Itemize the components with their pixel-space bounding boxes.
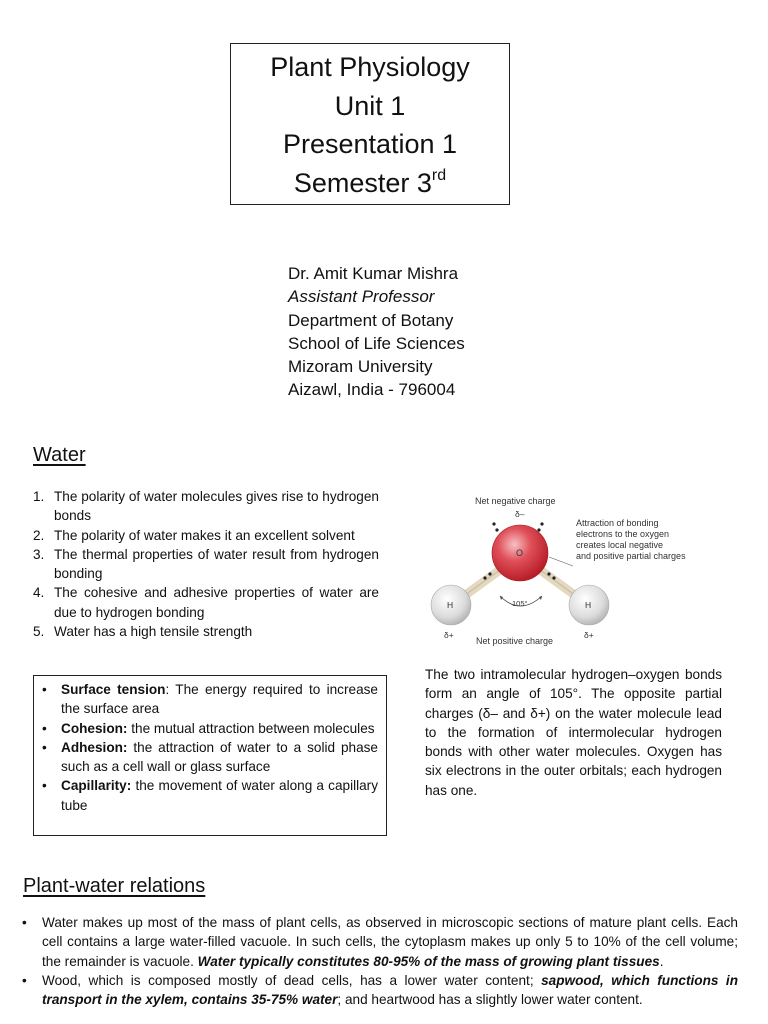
pointer-line — [549, 557, 573, 566]
author-position: Assistant Professor — [288, 287, 435, 307]
plant-water-heading: Plant-water relations — [23, 875, 206, 897]
bullet: • — [42, 739, 47, 755]
water-properties-list — [33, 487, 379, 641]
list-item — [22, 913, 738, 971]
list-item — [33, 622, 379, 641]
angle-label: 105° — [512, 599, 528, 608]
delta-minus-label: δ– — [515, 509, 525, 519]
definition-item — [40, 719, 378, 738]
definitions-box — [33, 675, 387, 836]
list-item — [33, 526, 379, 545]
list-item-text: Water has a high tensile strength — [54, 624, 253, 640]
list-item — [33, 583, 379, 622]
definition-item — [40, 776, 378, 815]
definition-text: the attraction of water to a solid phase such as a cell wall or glass surface — [61, 739, 378, 775]
definition-item — [40, 738, 378, 777]
lone-pair-dot — [495, 528, 498, 531]
water-molecule-diagram — [415, 486, 735, 651]
diagram-caption: The two intramolecular hydrogen–oxygen bonds form an angle of 105°. The opposite partial charges (δ– and δ+) on the water molecule lead to the formation of intermolecular hydrogen bonds with other water molecules. Oxygen has six electrons in the outer orbitals; each hydrogen has one. — [425, 667, 722, 798]
net-negative-label: Net negative charge — [475, 496, 556, 506]
list-item-text: Wood, which is composed mostly of dead cells, has a lower water content; — [42, 972, 542, 988]
definition-term: Capillarity: — [61, 778, 132, 794]
attraction-line-4: and positive partial charges — [576, 551, 686, 561]
water-heading: Water — [33, 444, 86, 466]
definitions-list — [40, 680, 378, 815]
definition-term: Cohesion: — [61, 720, 128, 736]
delta-plus-right-label: δ+ — [584, 630, 594, 640]
electron-dot — [488, 572, 491, 575]
attraction-line-1: Attraction of bonding — [576, 518, 659, 528]
bullet: • — [42, 720, 47, 736]
list-item-text: The polarity of water molecules gives rise to hydrogen bonds — [54, 489, 379, 524]
title-box — [230, 43, 510, 205]
lone-pair-dot — [537, 528, 540, 531]
list-item-text: Water makes up most of the mass of plant cells, as observed in microscopic sections of mature plant cells. Each cell contains a large water-filled vacuole. In such cells, the cytoplasm makes up only 5 to 10% of the cell volume; the remainder is vacuole. — [42, 915, 738, 969]
author-school: School of Life Sciences — [288, 333, 465, 353]
author-department: Department of Botany — [288, 310, 454, 330]
list-number: 3. — [33, 546, 45, 562]
electron-dot — [547, 572, 550, 575]
list-number: 2. — [33, 527, 45, 543]
emphasis-text: Water typically constitutes 80-95% of the mass of growing plant tissues — [197, 953, 660, 969]
definition-separator: : — [165, 682, 176, 697]
list-number: 5. — [33, 624, 45, 640]
author-university: Mizoram University — [288, 357, 433, 377]
author-name: Dr. Amit Kumar Mishra — [288, 264, 459, 283]
list-number: 4. — [33, 585, 45, 601]
title-line-3: Presentation 1 — [282, 129, 458, 159]
emphasis-text: sapwood, which functions in transport in the xylem, contains 35-75% water — [42, 972, 739, 1008]
attraction-line-3: creates local negative — [576, 540, 664, 550]
list-item — [33, 545, 379, 584]
list-item — [22, 971, 738, 1010]
list-item-text: The cohesive and adhesive properties of water are due to hydrogen bonding — [54, 585, 379, 620]
definition-text: The energy required to increase the surface area — [61, 682, 378, 717]
definition-text: the mutual attraction between molecules — [131, 720, 375, 736]
semester-superscript: rd — [431, 166, 447, 184]
title-line-4 — [231, 164, 509, 203]
oxygen-label: O — [516, 548, 524, 558]
author-block — [288, 262, 465, 402]
bullet: • — [42, 778, 47, 794]
title-line-2: Unit 1 — [334, 90, 406, 121]
plant-water-list — [22, 913, 738, 1009]
electron-dot — [483, 576, 486, 579]
net-positive-label: Net positive charge — [476, 636, 554, 646]
semester-text: Semester 3 — [293, 167, 432, 198]
lone-pair-dot — [492, 522, 495, 525]
attraction-line-2: electrons to the oxygen — [576, 529, 670, 539]
hydrogen-left-label: H — [447, 600, 454, 610]
bullet: • — [22, 915, 27, 930]
bullet: • — [42, 682, 47, 697]
definition-text: the movement of water along a capillary tube — [61, 778, 379, 813]
definition-term: Adhesion: — [61, 739, 128, 755]
electron-dot — [552, 576, 555, 579]
list-item-end: ; and heartwood has a slightly lower water content. — [337, 992, 643, 1008]
delta-plus-left-label: δ+ — [444, 630, 454, 640]
definition-item — [40, 680, 378, 719]
bullet: • — [22, 972, 27, 988]
list-item-end: . — [659, 953, 664, 969]
hydrogen-right-label: H — [585, 600, 592, 610]
list-item-text: The thermal properties of water result from hydrogen bonding — [54, 546, 379, 582]
list-item-text: The polarity of water makes it an excellent solvent — [54, 527, 355, 543]
title-line-1: Plant Physiology — [270, 52, 470, 82]
list-item — [33, 487, 379, 526]
list-number: 1. — [33, 489, 45, 504]
definition-term: Surface tension — [61, 682, 166, 697]
lone-pair-dot — [540, 522, 543, 525]
author-address: Aizawl, India - 796004 — [288, 380, 456, 400]
